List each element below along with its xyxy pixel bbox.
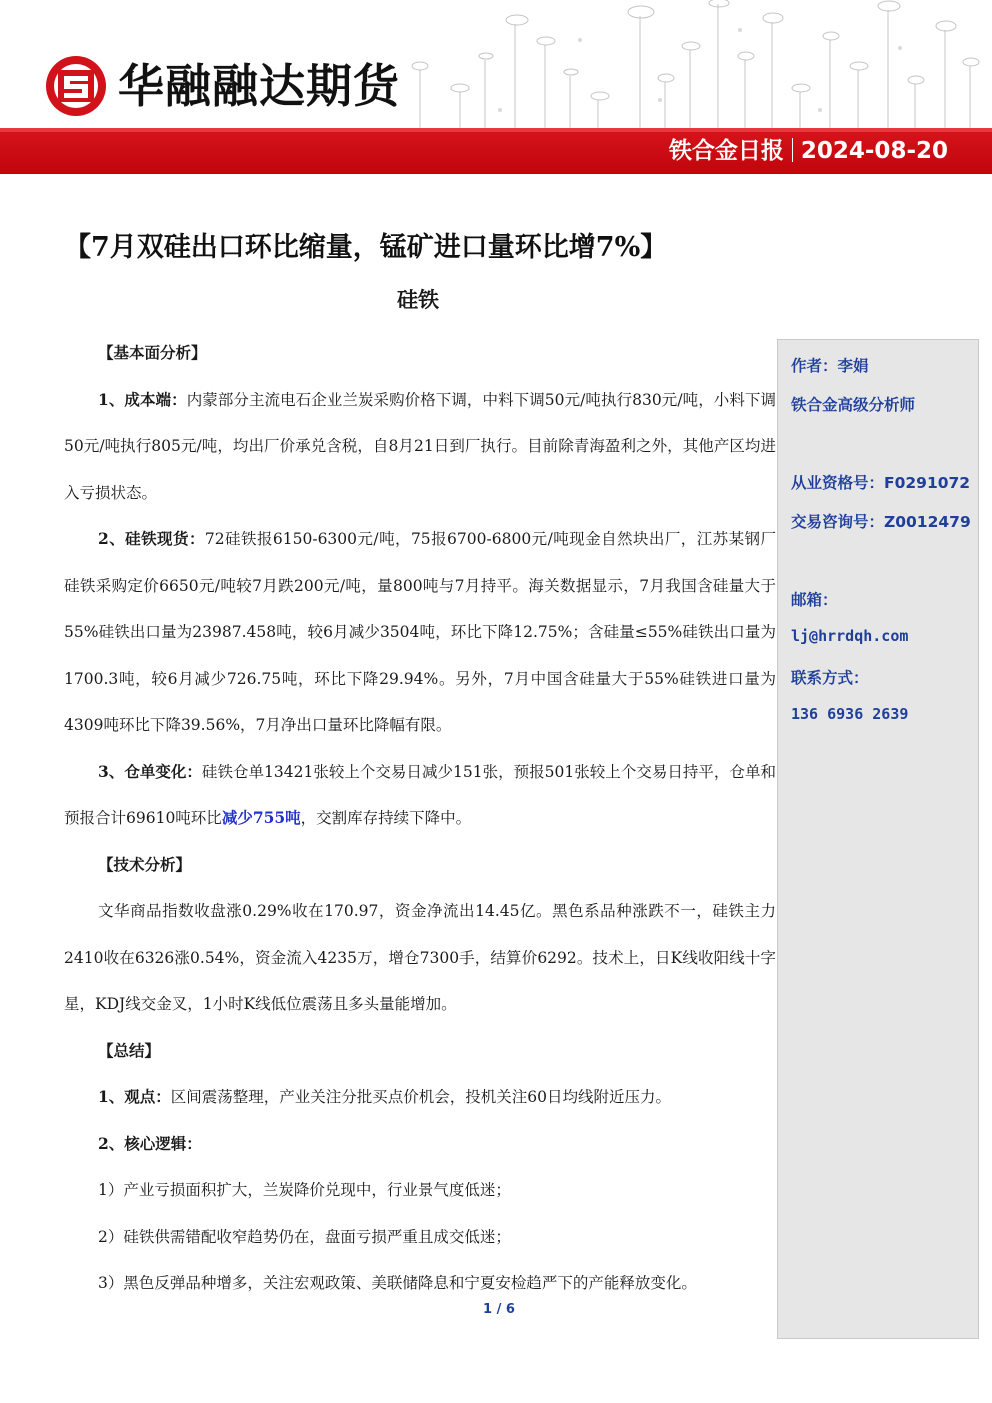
warrant-highlight: 减少755吨 — [221, 808, 301, 827]
technical-paragraph: 文华商品指数收盘涨0.29%收在170.97，资金净流出14.45亿。黑色系品种涨跌不一，硅铁主力2410收在6326涨0.54%，资金流入4235万，增仓7300手，结算价6292。技术上，日K线收阳线十字星，KDJ线交金叉，1小时K线低位震荡且多头量能增加。 — [64, 902, 776, 1013]
report-tag — [669, 128, 948, 174]
cost-text: 内蒙部分主流电石企业兰炭采购价格下调，中料下调50元/吨执行830元/吨，小料下调50元/吨执行805元/吨，均出厂价承兑含税，自8月21日到厂执行。目前除青海盈利之外，其他产区均进入亏损状态。 — [64, 390, 776, 502]
brand-name: 华融融达期货 — [118, 59, 400, 113]
logic-item: 2）硅铁供需错配收窄趋势仍在，盘面亏损严重且成交低迷； — [98, 1227, 511, 1246]
warrant-text: 硅铁仓单13421张较上个交易日减少151张，预报501张较上个交易日持平，仓单和预报合计69610吨环比 — [64, 762, 776, 827]
page-subtitle: 硅铁 — [397, 287, 439, 312]
email-address[interactable]: lj@hrrdqh.com — [791, 627, 909, 645]
cost-paragraph — [64, 377, 776, 517]
phone-number: 136 6936 2639 — [791, 705, 909, 723]
warrant-text-end: ，交割库存持续下降中。 — [300, 809, 472, 827]
contact-label: 联系方式： — [791, 669, 869, 687]
license-number: 从业资格号：F0291072 — [791, 474, 971, 492]
logic-paragraph — [64, 1121, 776, 1168]
warrant-paragraph — [64, 749, 776, 842]
author-name: 作者：李娟 — [791, 357, 869, 375]
cost-label: 1、成本端： — [98, 389, 187, 409]
author-sidebar — [777, 339, 979, 1339]
separator — [792, 138, 793, 162]
technical-heading: 【技术分析】 — [98, 854, 192, 874]
spot-text: 72硅铁报6150-6300元/吨，75报6700-6800元/吨现金自然块出厂，江苏某钢厂硅铁采购定价6650元/吨较7月跌200元/吨，量800吨与7月持平。海关数据显示，7月我国含硅量大于55%硅铁出口量为23987.458吨，较6月减少3504吨，环比下降12.75%；含硅量≤55%硅铁出口量为1700.3吨，较6月减少726.75吨，环比下降29.94%。另外，7月中国含硅量大于55%硅铁进口量为4309吨环比下降39.56%，7月净出口量环比降幅有限。 — [64, 530, 776, 734]
report-type: 铁合金日报 — [668, 138, 784, 164]
email-label: 邮箱： — [791, 591, 838, 609]
report-header — [0, 0, 992, 176]
header-red-bar — [0, 128, 992, 174]
view-label: 1、观点： — [98, 1087, 171, 1106]
view-text: 区间震荡整理，产业关注分批买点价机会，投机关注60日均线附近压力。 — [170, 1088, 672, 1106]
fundamentals-heading: 【基本面分析】 — [98, 343, 207, 362]
consult-number: 交易咨询号：Z0012479 — [791, 513, 971, 531]
logic-label: 2、核心逻辑： — [98, 1133, 202, 1153]
view-paragraph — [64, 1074, 776, 1121]
logic-item: 1）产业亏损面积扩大，兰炭降价兑现中，行业景气度低迷； — [98, 1181, 511, 1199]
main-content — [64, 330, 776, 1307]
author-role: 铁合金高级分析师 — [791, 396, 916, 414]
company-logo-icon — [44, 54, 108, 118]
page-title: 【7月双硅出口环比缩量，锰矿进口量环比增7%】 — [64, 232, 668, 263]
warrant-label: 3、仓单变化： — [98, 761, 202, 781]
page-number: 1 / 6 — [483, 1302, 515, 1317]
spot-paragraph — [64, 516, 776, 749]
logic-item: 3）黑色反弹品种增多，关注宏观政策、美联储降息和宁夏安检趋严下的产能释放变化。 — [98, 1274, 697, 1292]
report-date: 2024-08-20 — [800, 138, 948, 164]
spot-label: 2、硅铁现货： — [98, 529, 205, 548]
summary-heading: 【总结】 — [98, 1040, 161, 1060]
